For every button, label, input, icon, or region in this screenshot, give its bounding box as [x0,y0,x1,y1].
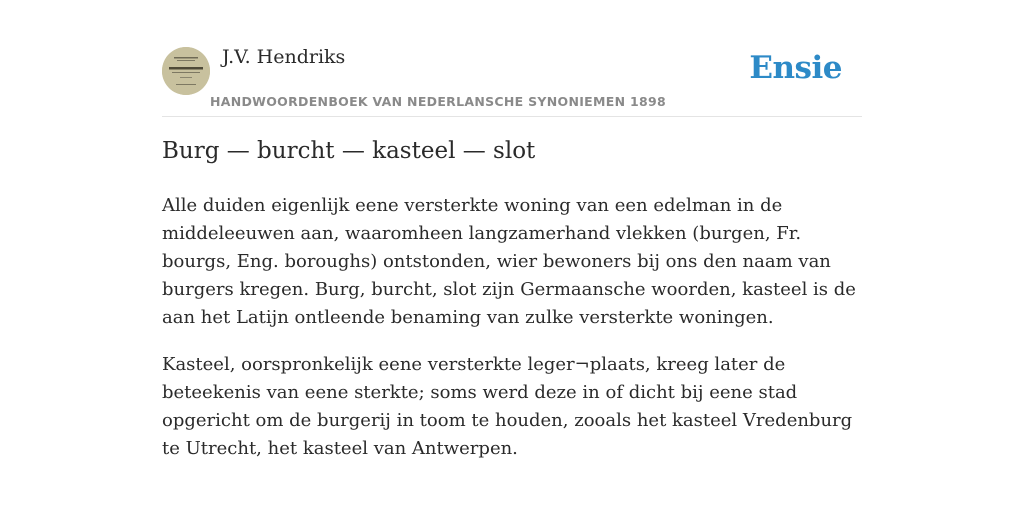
book-cover-icon[interactable] [162,47,210,95]
entry-title: Burg — burcht — kasteel — slot [162,138,536,164]
source-title[interactable]: HANDWOORDENBOEK VAN NEDERLANSCHE SYNONIEMEN 1898 [210,94,667,109]
author-name[interactable]: J.V. Hendriks [222,46,346,68]
entry-body [162,192,862,482]
header [162,44,862,117]
entry-paragraph: Alle duiden eigenlijk eene versterkte woning van een edelman in de middeleeuwen aan, waaromheen langzamerhand vlekken (burgen, Fr. bourgs, Eng. boroughs) ontstonden, wier bewoners bij ons den naam van burgers kregen. Burg, burcht, slot zijn Germaansche woorden, kasteel is de aan het Latijn ontleende benaming van zulke versterkte woningen. [162,195,856,328]
ensie-logo[interactable]: Ensie [749,50,842,86]
entry-paragraph: Kasteel, oorspronkelijk eene versterkte leger¬plaats, kreeg later de beteekenis van eene sterkte; soms werd deze in of dicht bij eene stad opgericht om de burgerij in toom te houden, zooals het kasteel Vredenburg te Utrecht, het kasteel van Antwerpen. [162,354,853,459]
